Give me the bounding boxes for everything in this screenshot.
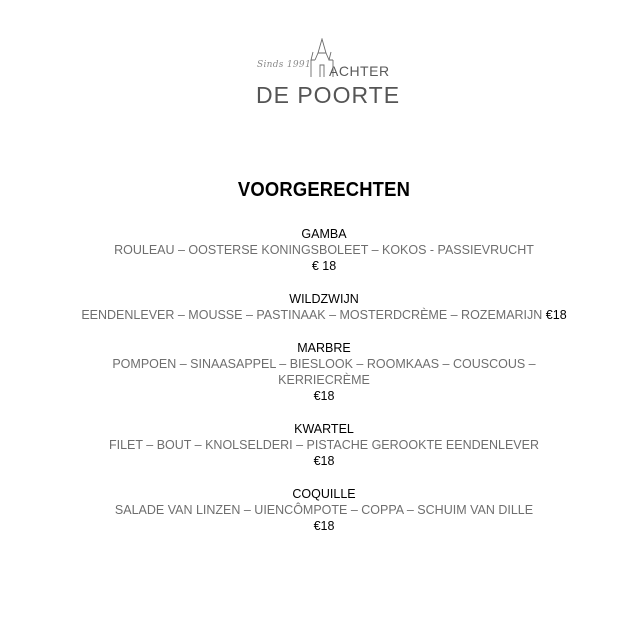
section-title: VOORGERECHTEN [237, 179, 411, 201]
dish-name: COQUILLE [292, 487, 356, 501]
dish-description: ROULEAU – OOSTERSE KONINGSBOLEET – KOKOS - PASSIEVRUCHT [114, 243, 534, 257]
logo-line2: DE POORTE [256, 82, 401, 108]
dish-price: €18 [545, 308, 567, 322]
dish-description: POMPOEN – SINAASAPPEL – BIESLOOK – ROOMKAAS – COUSCOUS – KERRIECRÈME [112, 357, 536, 387]
logo-since: Sinds 1991 [257, 60, 311, 70]
dish-item [0, 486, 640, 534]
dish-item [0, 421, 640, 469]
dish-name: MARBRE [297, 341, 351, 355]
dish-price: €18 [313, 389, 335, 403]
dish-item [0, 291, 640, 323]
dish-name: GAMBA [301, 227, 347, 241]
menu-list [0, 226, 640, 534]
dish-item [0, 226, 640, 274]
dish-description: EENDENLEVER – MOUSSE – PASTINAAK – MOSTERDCRÈME – ROZEMARIJN [81, 308, 543, 322]
dish-description: SALADE VAN LINZEN – UIENCÔMPOTE – COPPA – SCHUIM VAN DILLE [114, 503, 534, 517]
restaurant-logo [255, 38, 401, 110]
dish-price: €18 [313, 519, 335, 533]
dish-price: €18 [313, 454, 335, 468]
dish-description: FILET – BOUT – KNOLSELDERI – PISTACHE GEROOKTE EENDENLEVER [109, 438, 539, 452]
dish-price: € 18 [311, 259, 337, 273]
dish-item [0, 340, 640, 404]
dish-name: KWARTEL [294, 422, 354, 436]
dish-description-line [0, 307, 640, 323]
dish-name: WILDZWIJN [289, 292, 359, 306]
logo-line1: ACHTER [329, 63, 390, 79]
